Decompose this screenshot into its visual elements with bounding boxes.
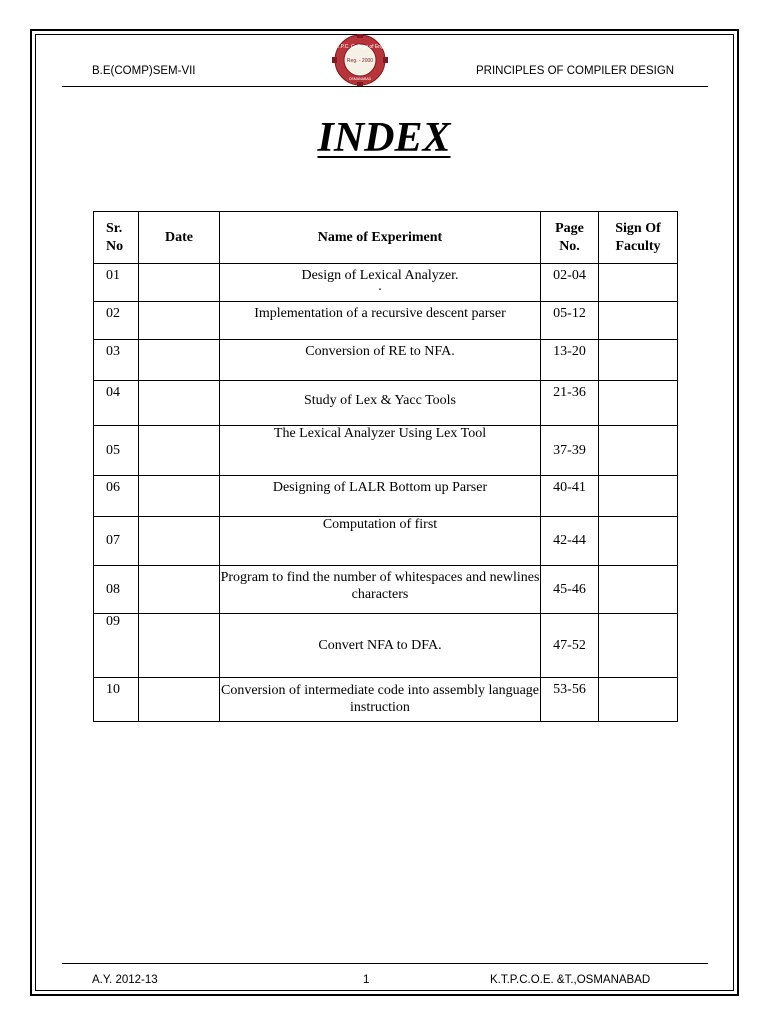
row-page: 42-44	[541, 517, 599, 566]
row-page: 21-36	[541, 381, 599, 426]
table-header-row	[94, 212, 678, 264]
row-name: Conversion of intermediate code into assembly language instruction	[220, 678, 541, 722]
row-date	[139, 381, 220, 426]
row-sign	[599, 566, 678, 614]
row-sign	[599, 476, 678, 517]
table-row	[94, 517, 678, 566]
table-row	[94, 476, 678, 517]
row-name: Conversion of RE to NFA.	[220, 340, 541, 381]
row-sr: 08	[94, 566, 139, 614]
table-row	[94, 678, 678, 722]
row-name: Computation of first	[220, 517, 541, 566]
row-name: Program to find the number of whitespaces and newlines characters	[220, 566, 541, 614]
row-sr: 04	[94, 381, 139, 426]
row-date	[139, 340, 220, 381]
logo-center-text: Reg. - 2000	[346, 58, 374, 64]
row-sign	[599, 517, 678, 566]
table-row	[94, 381, 678, 426]
header-sign: Sign Of Faculty	[599, 212, 678, 264]
footer-page-number: 1	[363, 974, 370, 986]
stray-dot: .	[378, 279, 382, 294]
row-sr: 05	[94, 426, 139, 476]
row-page: 40-41	[541, 476, 599, 517]
row-page: 47-52	[541, 614, 599, 678]
header-sr: Sr. No	[94, 212, 139, 264]
logo-ring-text: K.T.P.C. College of Engg.	[331, 44, 389, 50]
row-date	[139, 426, 220, 476]
row-sr: 10	[94, 678, 139, 722]
footer-rule	[62, 963, 708, 964]
row-sign	[599, 614, 678, 678]
header-name: Name of Experiment	[220, 212, 541, 264]
header-rule	[62, 86, 708, 87]
table-row	[94, 264, 678, 302]
row-sign	[599, 340, 678, 381]
row-sign	[599, 381, 678, 426]
row-sr: 01	[94, 264, 139, 302]
row-name: Designing of LALR Bottom up Parser	[220, 476, 541, 517]
row-date	[139, 476, 220, 517]
table-row	[94, 566, 678, 614]
footer-academic-year: A.Y. 2012-13	[92, 974, 158, 986]
table-row	[94, 340, 678, 381]
college-seal-logo	[320, 34, 400, 86]
row-sr: 03	[94, 340, 139, 381]
row-date	[139, 264, 220, 302]
row-sign	[599, 426, 678, 476]
row-page: 37-39	[541, 426, 599, 476]
row-date	[139, 614, 220, 678]
row-page: 45-46	[541, 566, 599, 614]
row-sign	[599, 302, 678, 340]
page-title: INDEX	[317, 115, 451, 161]
row-sr: 02	[94, 302, 139, 340]
table-row	[94, 614, 678, 678]
row-name: Implementation of a recursive descent parser	[220, 302, 541, 340]
footer-institution: K.T.P.C.O.E. &T.,OSMANABAD	[490, 974, 651, 986]
row-date	[139, 678, 220, 722]
table-row	[94, 426, 678, 476]
row-page: 13-20	[541, 340, 599, 381]
row-sr: 06	[94, 476, 139, 517]
header-course: B.E(COMP)SEM-VII	[92, 65, 196, 77]
row-sign	[599, 264, 678, 302]
row-date	[139, 566, 220, 614]
row-page: 05-12	[541, 302, 599, 340]
row-name: Design of Lexical Analyzer. .	[220, 264, 541, 302]
row-page: 02-04	[541, 264, 599, 302]
header-page: Page No.	[541, 212, 599, 264]
row-sign	[599, 678, 678, 722]
row-name: The Lexical Analyzer Using Lex Tool	[220, 426, 541, 476]
header-subject: PRINCIPLES OF COMPILER DESIGN	[476, 65, 675, 77]
row-date	[139, 302, 220, 340]
row-page: 53-56	[541, 678, 599, 722]
header-date: Date	[139, 212, 220, 264]
row-name: Study of Lex & Yacc Tools	[220, 381, 541, 426]
row-sr: 07	[94, 517, 139, 566]
row-date	[139, 517, 220, 566]
row-name: Convert NFA to DFA.	[220, 614, 541, 678]
logo-bottom-text: OSMANABAD	[348, 77, 372, 81]
index-table	[93, 211, 678, 722]
row-sr: 09	[94, 614, 139, 678]
table-row	[94, 302, 678, 340]
